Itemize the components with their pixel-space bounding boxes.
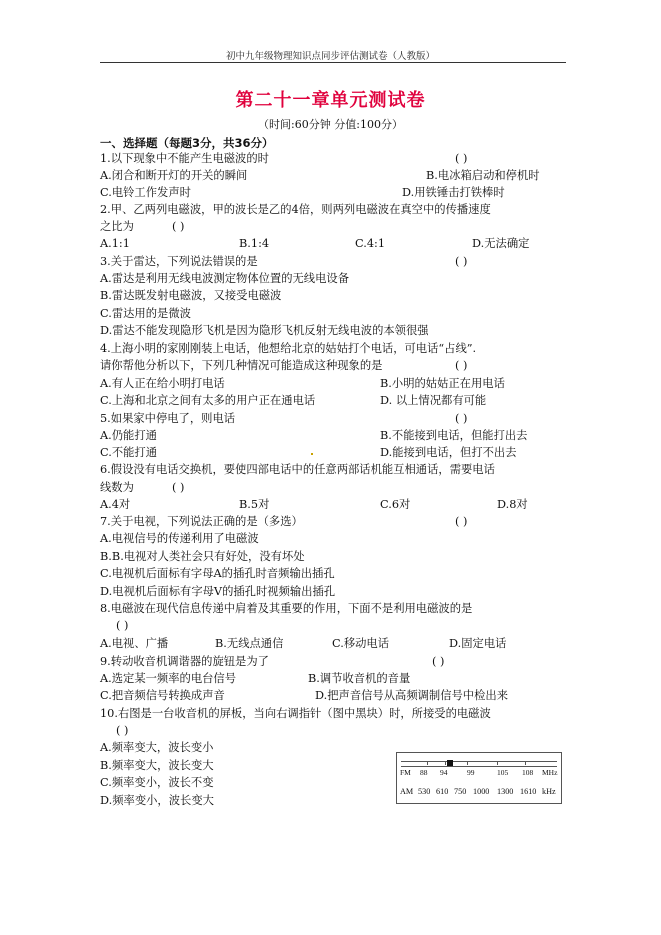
- q2-option-d: D.无法确定: [472, 237, 530, 250]
- q9-option-a: A.选定某一频率的电台信号: [100, 672, 237, 685]
- q8-option-b: B.无线点通信: [215, 637, 284, 650]
- q4-option-d: D. 以上情况都有可能: [380, 394, 487, 407]
- page-subtitle: （时间:60分钟 分值:100分）: [258, 118, 403, 131]
- q10-option-b: B.频率变大，波长变大: [100, 759, 214, 772]
- fm-label: FM: [400, 768, 411, 777]
- q6-stem: 6.假设没有电话交换机，要使四部电话中的任意两部话机能互相通话，需要电话: [100, 463, 495, 476]
- page-title: 第二十一章单元测试卷: [235, 90, 426, 111]
- q5-option-a: A.仍能打通: [100, 429, 157, 442]
- dial-tick: [497, 762, 498, 765]
- section-heading: 一、选择题（每题3分，共36分）: [100, 136, 274, 150]
- am-value: 1610: [520, 787, 537, 796]
- am-value: 750: [454, 787, 467, 796]
- page-header: 初中九年级物理知识点同步评估测试卷（人教版）: [225, 51, 435, 62]
- q2-stem-cont: 之比为: [100, 220, 134, 233]
- dial-track: [401, 761, 557, 767]
- am-value: 1300: [497, 787, 514, 796]
- header-divider: [100, 62, 566, 63]
- stray-dot: [311, 453, 313, 455]
- q4-stem-cont: 请你帮他分析以下，下列几种情况可能造成这种现象的是: [100, 359, 383, 372]
- q4-answer-paren: ( ): [455, 359, 468, 372]
- fm-value: 88: [420, 768, 428, 777]
- q5-option-b: B.不能接到电话，但能打出去: [380, 429, 528, 442]
- q2-stem: 2.甲、乙两列电磁波，甲的波长是乙的4倍，则两列电磁波在真空中的传播速度: [100, 203, 491, 216]
- q6-option-a: A.4对: [100, 498, 131, 511]
- dial-tick: [467, 762, 468, 765]
- q8-stem: 8.电磁波在现代信息传递中肩着及其重要的作用，下面不是利用电磁波的是: [100, 602, 473, 615]
- q9-option-b: B.调节收音机的音量: [308, 672, 411, 685]
- q3-option-a: A.雷达是利用无线电波测定物体位置的无线电设备: [100, 272, 349, 285]
- dial-tick: [445, 762, 446, 765]
- dial-pointer: [447, 760, 453, 766]
- q2-answer-paren: ( ): [172, 220, 185, 233]
- q3-answer-paren: ( ): [455, 255, 468, 268]
- q1-option-a: A.闭合和断开灯的开关的瞬间: [100, 169, 248, 182]
- q10-option-a: A.频率变大，波长变小: [100, 741, 214, 754]
- q9-option-d: D.把声音信号从高频调制信号中检出来: [315, 689, 508, 702]
- q7-option-c: C.电视机后面标有字母A的插孔时音频输出插孔: [100, 567, 335, 580]
- q10-answer-paren: ( ): [116, 724, 129, 737]
- q6-answer-paren: ( ): [172, 481, 185, 494]
- am-unit: kHz: [542, 787, 556, 796]
- q1-stem: 1.以下现象中不能产生电磁波的时: [100, 152, 269, 165]
- fm-value: 99: [467, 768, 475, 777]
- q2-option-b: B.1:4: [239, 237, 270, 250]
- q10-option-c: C.频率变小，波长不变: [100, 776, 214, 789]
- q4-stem: 4.上海小明的家刚刚装上电话，他想给北京的姑姑打个电话，可电话“占线”.: [100, 342, 477, 355]
- q7-stem: 7.关于电视，下列说法正确的是（多选）: [100, 515, 303, 528]
- q9-option-c: C.把音频信号转换成声音: [100, 689, 225, 702]
- q1-option-b: B.电冰箱启动和停机时: [426, 169, 540, 182]
- fm-value: 94: [440, 768, 448, 777]
- q1-option-d: D.用铁锤击打铁棒时: [402, 186, 505, 199]
- q2-option-c: C.4:1: [355, 237, 386, 250]
- q3-stem: 3.关于雷达，下列说法错误的是: [100, 255, 258, 268]
- dial-tick: [427, 762, 428, 765]
- q8-option-c: C.移动电话: [332, 637, 390, 650]
- fm-unit: MHz: [542, 768, 558, 777]
- q8-answer-paren: ( ): [116, 619, 129, 632]
- q5-option-c: C.不能打通: [100, 446, 158, 459]
- q10-option-d: D.频率变小，波长变大: [100, 794, 214, 807]
- q6-option-b: B.5对: [239, 498, 270, 511]
- q4-option-c: C.上海和北京之间有太多的用户正在通电话: [100, 394, 316, 407]
- q4-option-a: A.有人正在给小明打电话: [100, 377, 225, 390]
- q6-stem-cont: 线数为: [100, 481, 134, 494]
- q6-option-c: C.6对: [380, 498, 411, 511]
- q5-stem: 5.如果家中停电了，则电话: [100, 412, 236, 425]
- q3-option-c: C.雷达用的是微波: [100, 307, 191, 320]
- q2-option-a: A.1:1: [100, 237, 130, 250]
- am-value: 610: [436, 787, 449, 796]
- q8-option-d: D.固定电话: [449, 637, 507, 650]
- q8-option-a: A.电视、广播: [100, 637, 169, 650]
- am-value: 1000: [473, 787, 490, 796]
- q7-option-b: B.B.电视对人类社会只有好处，没有坏处: [100, 550, 305, 563]
- q7-option-a: A.电视信号的传递利用了电磁波: [100, 532, 259, 545]
- q10-stem: 10.右图是一台收音机的屏板，当向右调指针（图中黑块）时，所接受的电磁波: [100, 707, 491, 720]
- q1-option-c: C.电铃工作发声时: [100, 186, 191, 199]
- q5-option-d: D.能接到电话，但打不出去: [380, 446, 517, 459]
- q6-option-d: D.8对: [497, 498, 528, 511]
- q7-option-d: D.电视机后面标有字母V的插孔时视频输出插孔: [100, 585, 336, 598]
- q9-stem: 9.转动收音机调谐器的旋钮是为了: [100, 655, 269, 668]
- q3-option-b: B.雷达既发射电磁波，又接受电磁波: [100, 289, 282, 302]
- fm-value: 108: [522, 768, 534, 777]
- q5-answer-paren: ( ): [455, 412, 468, 425]
- q1-answer-paren: ( ): [455, 152, 468, 165]
- q3-option-d: D.雷达不能发现隐形飞机是因为隐形飞机反射无线电波的本领很强: [100, 324, 429, 337]
- fm-value: 105: [497, 768, 509, 777]
- q7-answer-paren: ( ): [455, 515, 468, 528]
- am-label: AM: [400, 787, 414, 796]
- q9-answer-paren: ( ): [432, 655, 445, 668]
- dial-tick: [525, 762, 526, 765]
- q4-option-b: B.小明的姑姑正在用电话: [380, 377, 505, 390]
- am-value: 530: [418, 787, 431, 796]
- radio-dial-figure: [396, 752, 562, 804]
